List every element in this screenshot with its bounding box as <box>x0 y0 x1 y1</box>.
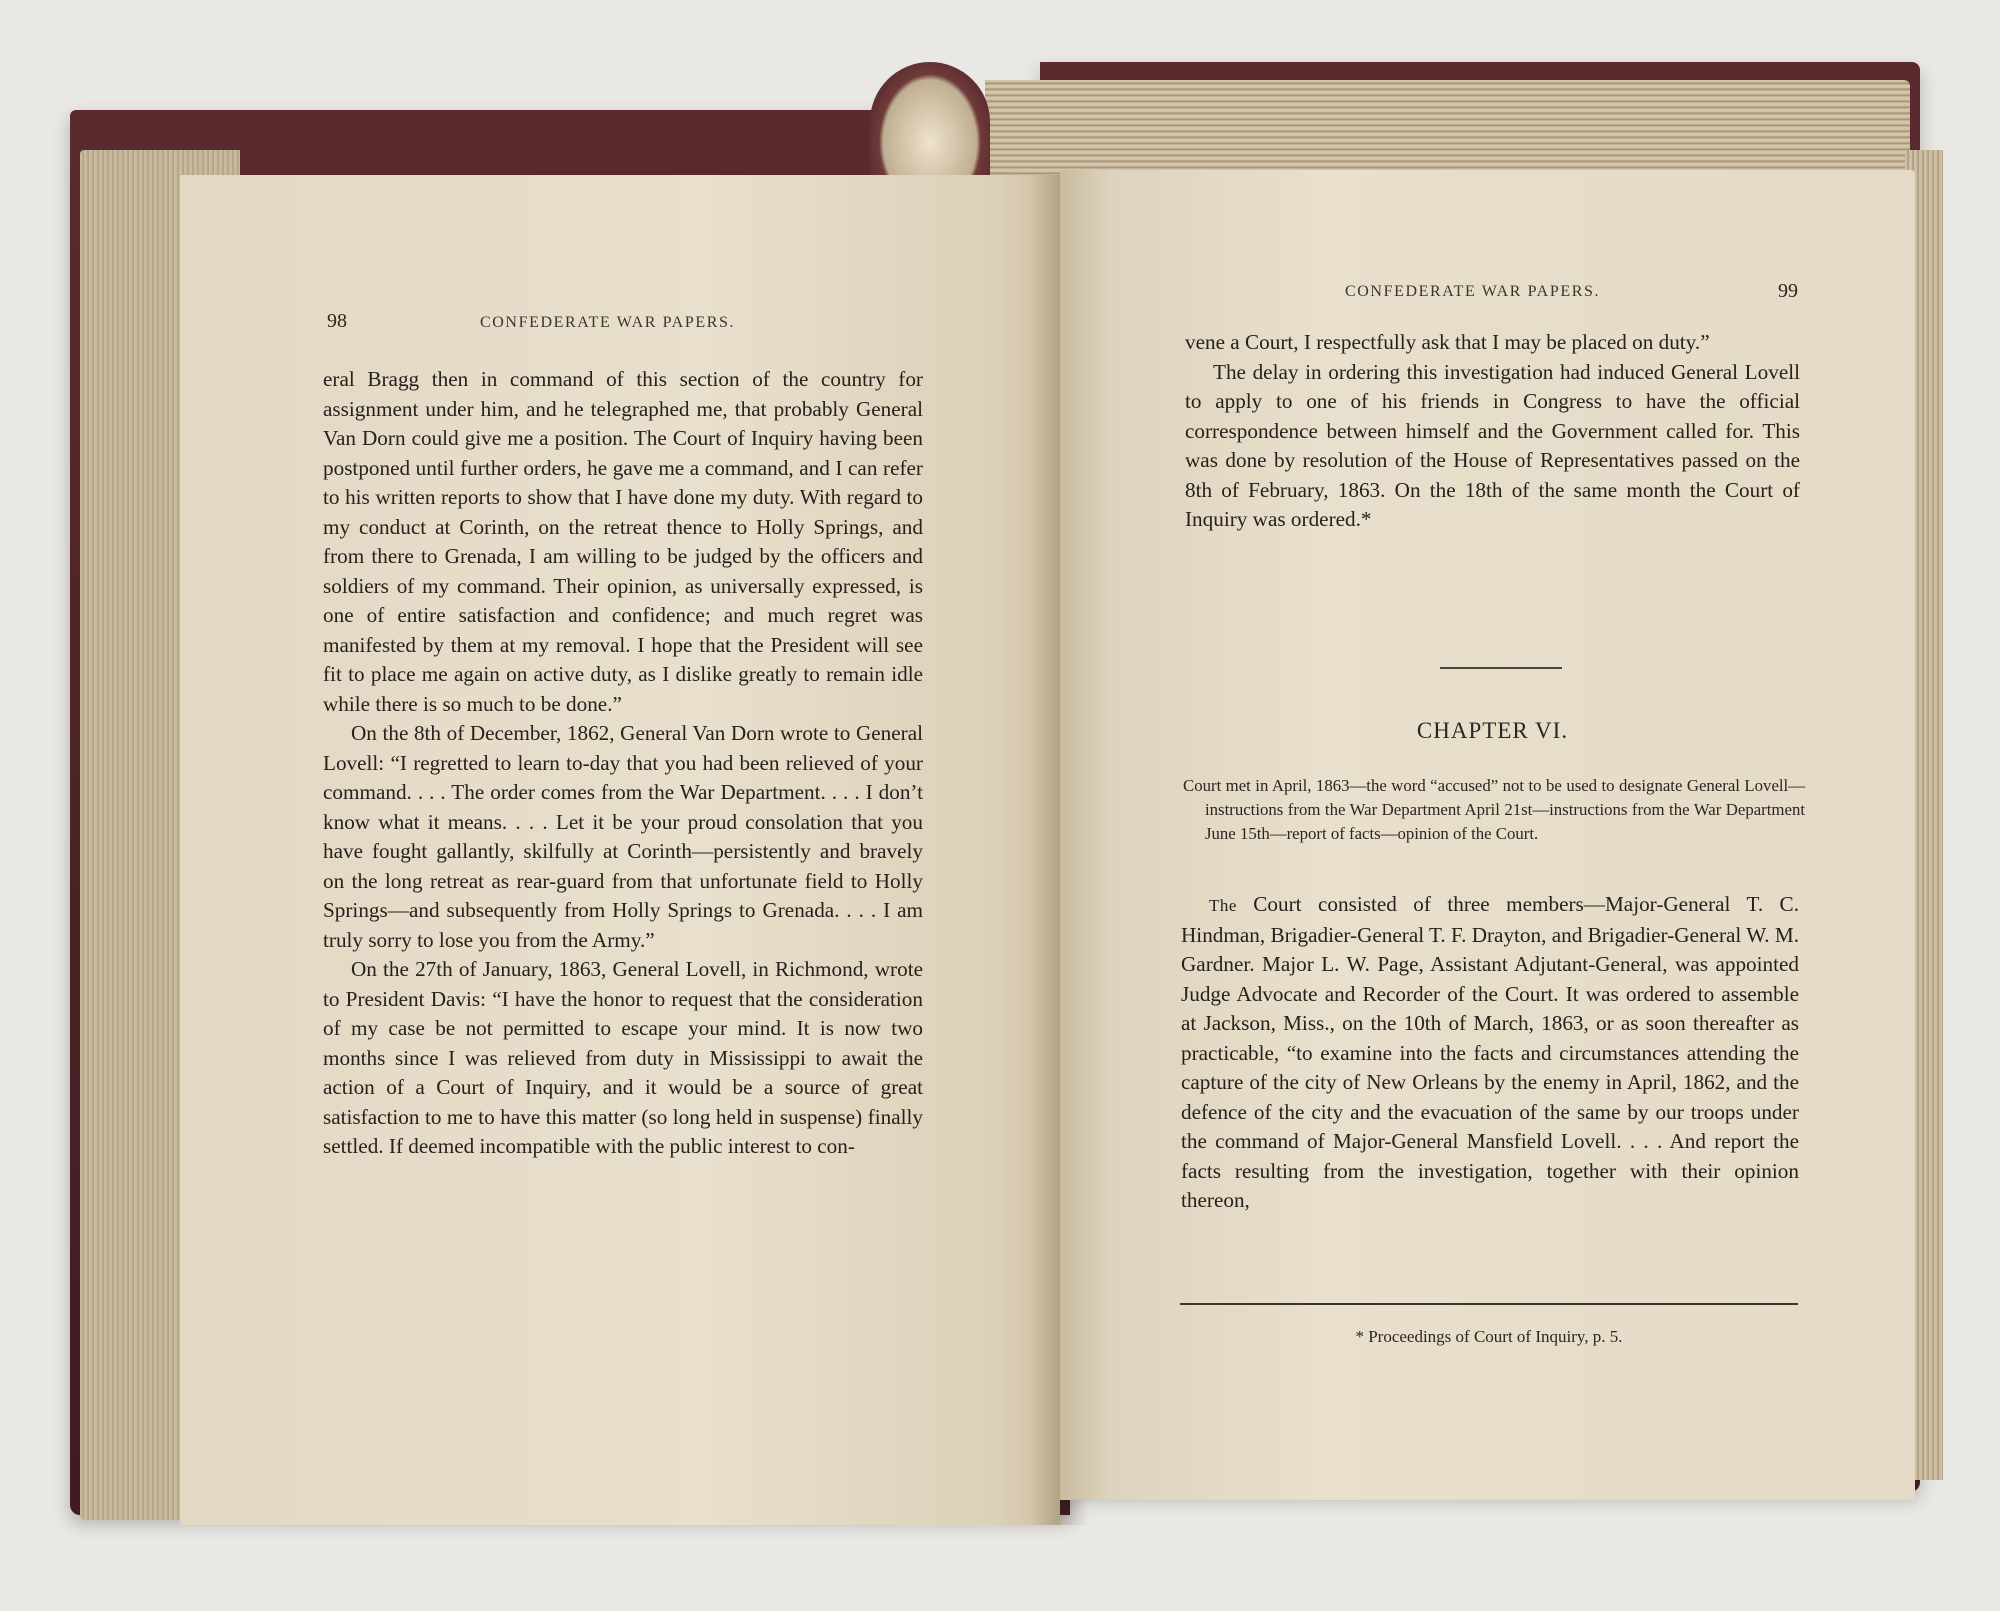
chapter-body-text: Court consisted of three members—Major-General T. C. Hindman, Brigadier-General T. F. Drayton, and Brigadier-General W. M. Gardner. Major L. W. Page, Assistant Adjutant-General, was appointed Judge Advocate and Recorder of the Court. It was ordered to assemble at Jackson, Miss., on the 10th of March, 1863, or as soon thereafter as practicable, “to examine into the facts and circumstances attending the capture of the city of New Orleans by the enemy in April, 1862, and the defence of the city and the evacuation of the same by our troops under the command of Major-General Mansfield Lovell. . . . And report the facts resulting from the investigation, together with their opinion thereon, <box>1181 892 1799 1212</box>
section-divider <box>1440 667 1562 669</box>
right-page-number: 99 <box>1778 280 1798 302</box>
right-running-head: CONFEDERATE WAR PAPERS. <box>1345 283 1601 300</box>
left-running-head: CONFEDERATE WAR PAPERS. <box>480 314 736 331</box>
chapter-body <box>1181 890 1799 1216</box>
right-paragraph-2: The delay in ordering this investigation had induced General Lovell to apply to one of his friends in Congress to have the official correspondence between himself and the Government called for. This was done by resolution of the House of Representatives passed on the 8th of February, 1863. On the 18th of the same month the Court of Inquiry was ordered.* <box>1185 359 1800 531</box>
right-paragraph-1: vene a Court, I respectfully ask that I may be placed on duty.” <box>1185 330 1710 354</box>
left-paragraph-3: On the 27th of January, 1863, General Lovell, in Richmond, wrote to President Davis: “I have the honor to request that the consideration of my case be not permitted to escape your mind. It is now two months since I was relieved from duty in Mississippi to await the action of a Court of Inquiry, and it would be a source of great satisfaction to me to have this matter (so long held in suspense) finally settled. If deemed incompatible with the public interest to con- <box>323 957 923 1158</box>
right-page-edges-top <box>985 80 1910 175</box>
chapter-summary: Court met in April, 1863—the word “accused” not to be used to designate General Lovell—instructions from the War Department April 21st—instructions from the War Department June 15th—report of facts—opinion of the Court. <box>1183 776 1805 843</box>
chapter-lead-word: The <box>1209 896 1237 915</box>
left-paragraph-1: eral Bragg then in command of this section of the country for assignment under him, and he telegraphed me, that probably General Van Dorn could give me a position. The Court of Inquiry having been postponed until further orders, he gave me a command, and I can refer to his written reports to show that I have done my duty. With regard to my conduct at Corinth, on the retreat thence to Holly Springs, and from there to Grenada, I am willing to be judged by the officers and soldiers of my command. Their opinion, as universally expressed, is one of entire satisfaction and confidence; and much regret was manifested by them at my removal. I hope that the President will see fit to place me again on active duty, as I dislike greatly to remain idle while there is so much to be done.” <box>323 367 923 716</box>
right-page-body <box>1185 328 1800 535</box>
left-page-number: 98 <box>327 310 347 332</box>
left-paragraph-2: On the 8th of December, 1862, General Van Dorn wrote to General Lovell: “I regretted to learn to-day that you had been relieved of your command. . . . The order comes from the War Department. . . . I don’t know what it means. . . . Let it be your proud consolation that you have fought gallantly, skilfully at Corinth—persistently and bravely on the long retreat as rear-guard from that unfortunate field to Holly Springs—and subsequently from Holly Springs to Grenada. . . . I am truly sorry to lose you from the Army.” <box>323 721 923 952</box>
right-page <box>1060 170 1915 1500</box>
left-page-body <box>323 365 923 1162</box>
chapter-title: CHAPTER VI. <box>1416 718 1569 743</box>
spine-curl <box>870 62 990 177</box>
left-page <box>180 175 1060 1525</box>
footnote: * Proceedings of Court of Inquiry, p. 5. <box>1355 1327 1623 1346</box>
footnote-rule <box>1180 1303 1798 1305</box>
